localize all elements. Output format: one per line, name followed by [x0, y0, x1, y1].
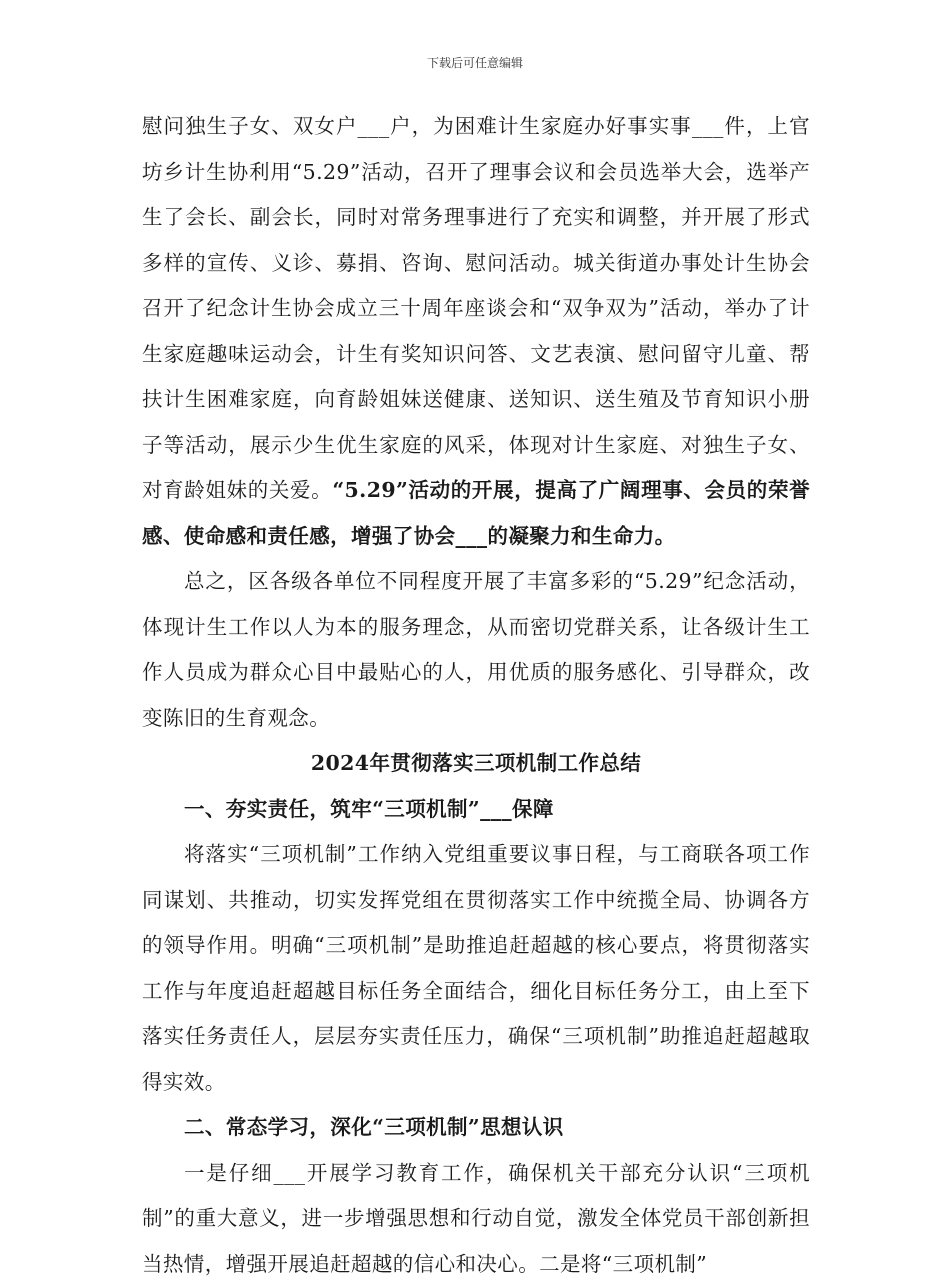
- paragraph-activities-text: 慰问独生子女、双女户___户，为困难计生家庭办好事实事___件，上官坊乡计生协利用“5.29”活动，召开了理事会议和会员选举大会，选举产生了会长、副会长，同时对常务理事进行了充实和调整，并开展了形式多样的宣传、义诊、募捐、咨询、慰问活动。城关街道办事处计生协会召开了纪念计生协会成立三十周年座谈会和“双争双为”活动，举办了计生家庭趣味运动会，计生有奖知识问答、文艺表演、慰问留守儿童、帮扶计生困难家庭，向育龄姐妹送健康、送知识、送生殖及节育知识小册子等活动，展示少生优生家庭的风采，体现对计生家庭、对独生子女、对育龄姐妹的关爱。: [142, 114, 810, 502]
- section-heading-2: 二、常态学习，深化“三项机制”思想认识: [142, 1105, 810, 1151]
- document-title: 2024年贯彻落实三项机制工作总结: [142, 741, 810, 787]
- paragraph-activities-emphasis: “5.29”活动的开展，提高了广阔理事、会员的荣誉感、使命感和责任感，增强了协会___的凝聚力和生命力。: [142, 478, 810, 548]
- section-text-1: 将落实“三项机制”工作纳入党组重要议事日程，与工商联各项工作同谋划、共推动，切实发挥党组在贯彻落实工作中统揽全局、协调各方的领导作用。明确“三项机制”是助推追赶超越的核心要点，将贯彻落实工作与年度追赶超越目标任务全面结合，细化目标任务分工，由上至下落实任务责任人，层层夯实责任压力，确保“三项机制”助推追赶超越取得实效。: [142, 832, 810, 1105]
- paragraph-summary: 总之，区各级各单位不同程度开展了丰富多彩的“5.29”纪念活动，体现计生工作以人为本的服务理念，从而密切党群关系，让各级计生工作人员成为群众心目中最贴心的人，用优质的服务感化、引导群众，改变陈旧的生育观念。: [142, 559, 810, 741]
- header-note: 下载后可任意编辑: [0, 54, 950, 71]
- paragraph-activities: [142, 104, 810, 559]
- document-body: [142, 104, 810, 1287]
- section-text-2: 一是仔细___开展学习教育工作，确保机关干部充分认识“三项机制”的重大意义，进一步增强思想和行动自觉，激发全体党员干部创新担当热情，增强开展追赶超越的信心和决心。二是将“三项机制”: [142, 1151, 810, 1287]
- section-heading-1: 一、夯实责任，筑牢“三项机制”___保障: [142, 787, 810, 833]
